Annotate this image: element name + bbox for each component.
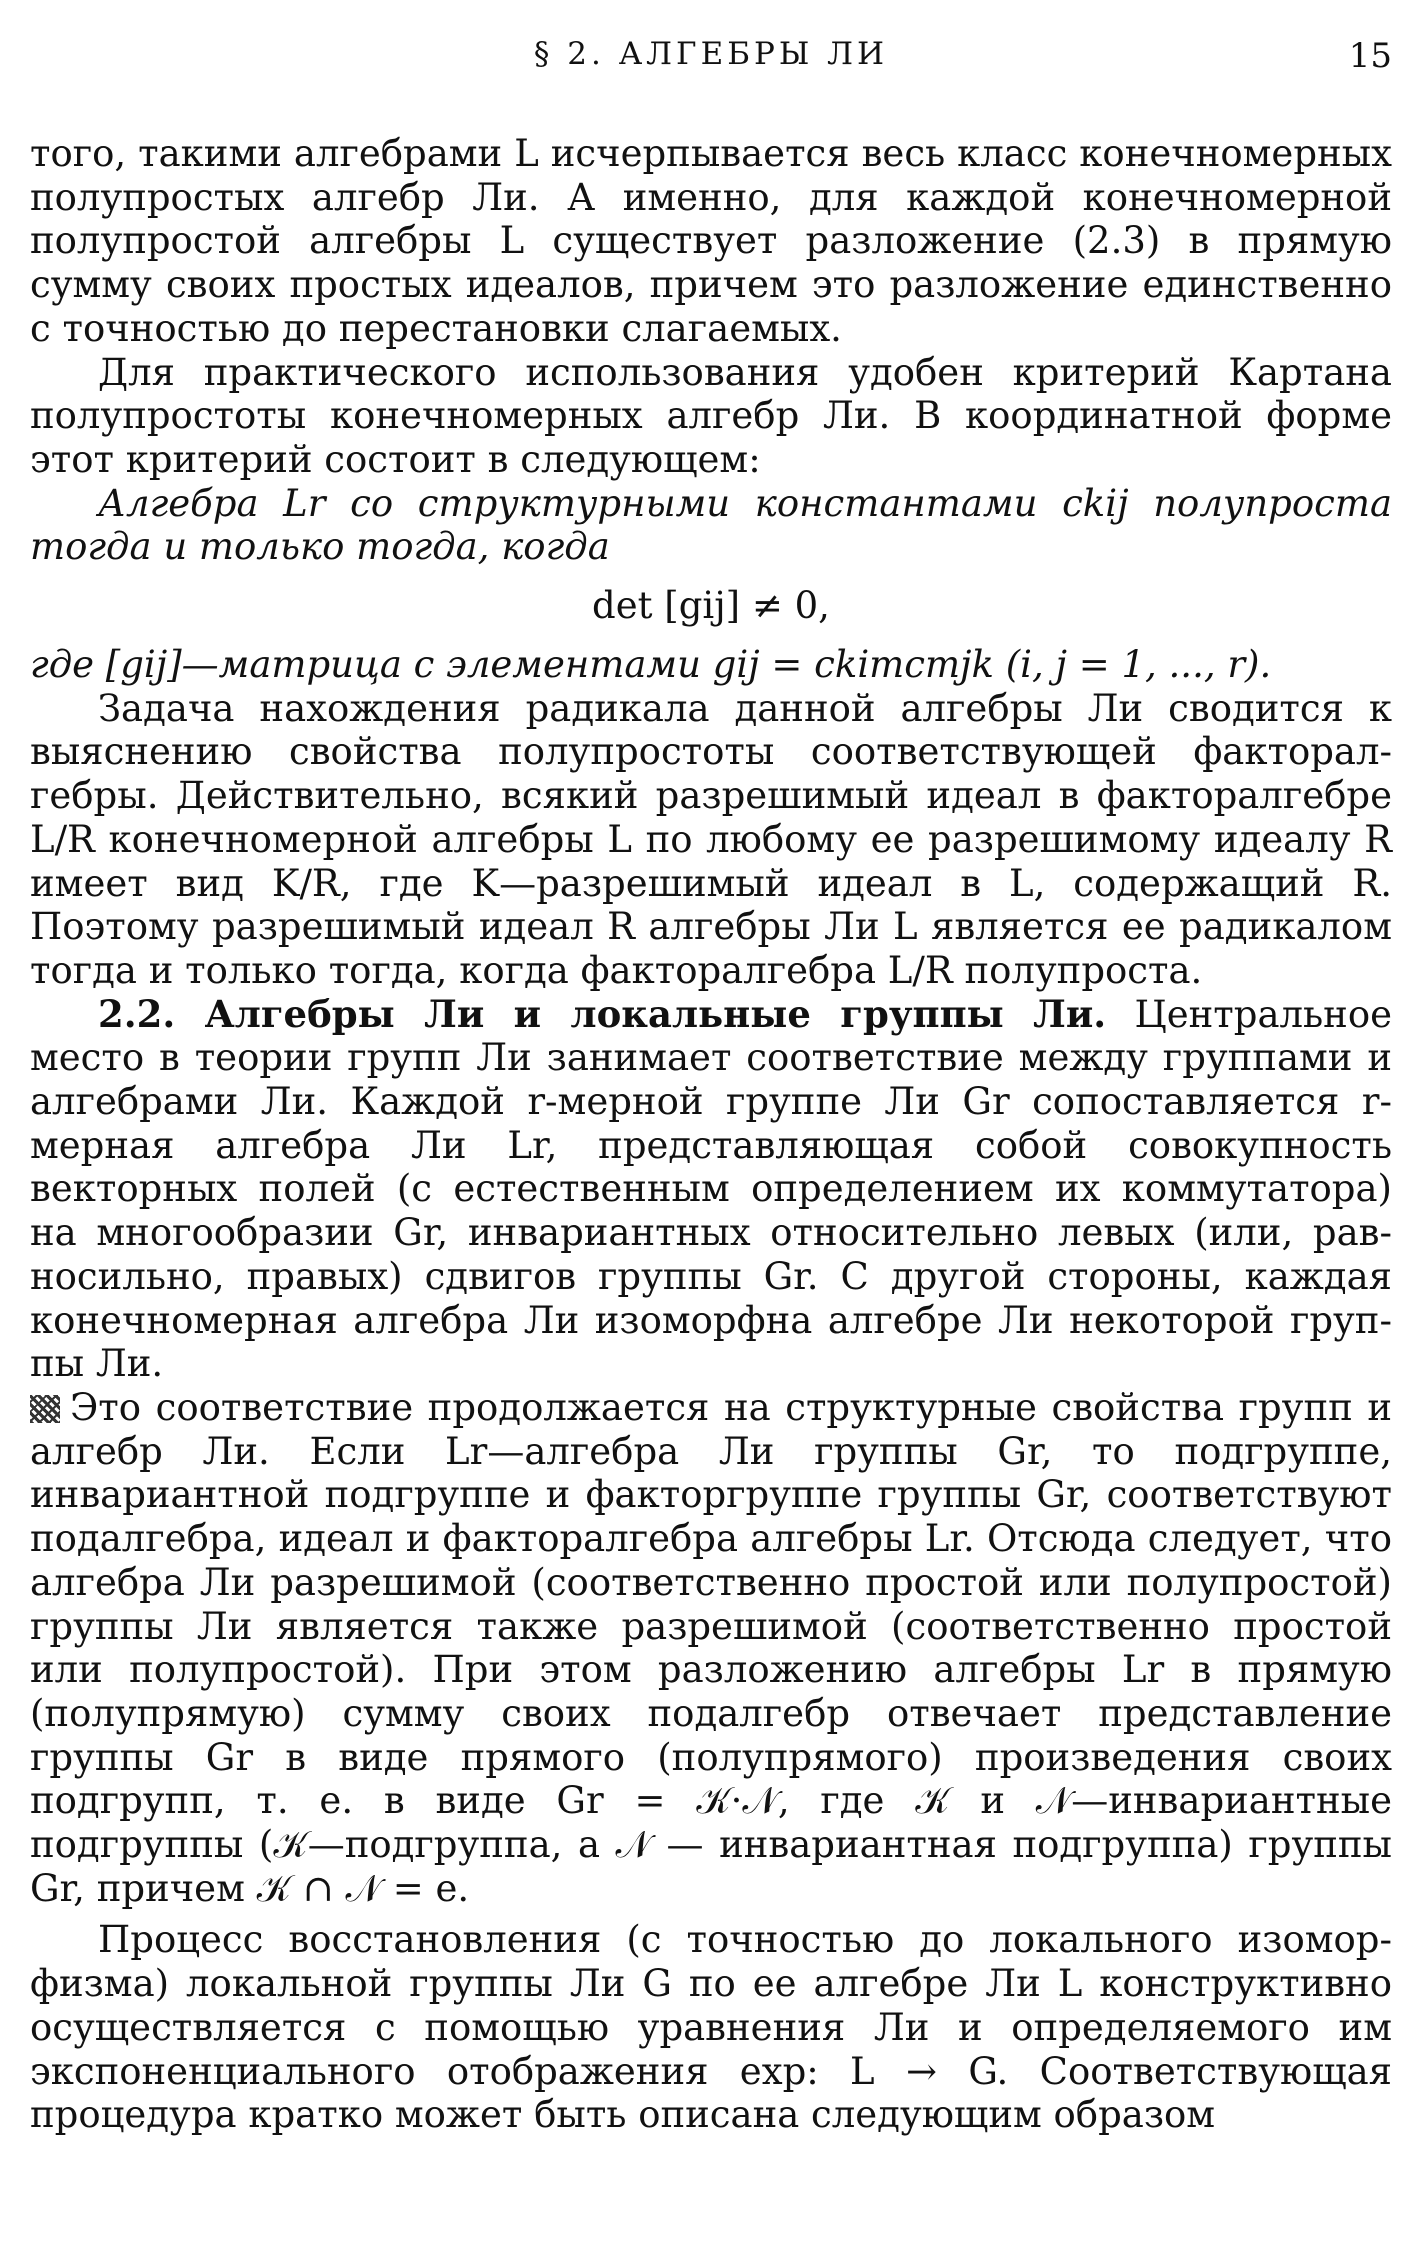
- theorem-statement: Алгебра Lr со структурными константами ckij полупроста тогда и только тогда, когда: [30, 481, 1392, 569]
- paragraph-1: того, такими алгебрами L исчерпывается весь класс конечномерных полупростых алгебр Ли. А именно, для каждой конечномерной полупростой алгебры L существует разложение (2.3) в прямую сумму своих простых идеалов, причем это разложение единственно с точностью до перестановки слагаемых.: [30, 132, 1392, 350]
- scan-mark-icon: [30, 1395, 60, 1423]
- spacer: [30, 1910, 1392, 1918]
- page-number: 15: [1348, 36, 1392, 76]
- paragraph-3: Задача нахождения радикала данной алгебры Ли сводится к выяснению свойства полупростоты соответствующей факторалгебры. Действительно, всякий разрешимый идеал в факторалгебре L/R конечномерной алгебры L по любому ее разрешимому идеалу R имеет вид K/R, где K—разрешимый идеал в L, содержащий R. Поэтому разрешимый идеал R алгебры Ли L является ее радикалом тогда и только тогда, когда факторалгебра L/R полупроста.: [30, 686, 1392, 992]
- section-heading: 2.2. Алгебры Ли и локальные группы Ли.: [98, 991, 1107, 1036]
- paragraph-4-text: Центральное место в теории групп Ли занимает соответствие между группами и алгебрами Ли. Каждой r-мерной группе Ли Gr сопоставляется r-мерная алгебра Ли Lr, представляющая собой совокупность векторных полей (с естественным определением их коммутатора) на многообразии Gr, инвариантных относительно левых (или, равносильно, правых) сдвигов группы Gr. С другой стороны, каждая конечномерная алгебра Ли изоморфна алгебре Ли некоторой группы Ли.: [30, 992, 1392, 1386]
- paragraph-5: [30, 1386, 1392, 1910]
- paragraph-4: [30, 993, 1392, 1386]
- determinant-formula: det [gij] ≠ 0,: [592, 584, 830, 628]
- page-header: [30, 36, 1392, 94]
- paragraph-6: Процесс восстановления (с точностью до локального изоморфизма) локальной группы Ли G по ее алгебре Ли L конструктивно осуществляется с помощью уравнения Ли и определяемого им экспоненциального отображения exp: L → G. Соответствующая процедура кратко может быть описана следующим образом: [30, 1918, 1392, 2137]
- running-title: § 2. АЛГЕБРЫ ЛИ: [533, 36, 889, 72]
- paragraph-5-text: Это соответствие продолжается на структурные свойства групп и алгебр Ли. Если Lr—алгебра Ли группы Gr, то подгруппе, инвариантной подгруппе и факторгруппе группы Gr, соответствуют подалгебра, идеал и факторалгебра алгебры Lr. Отсюда следует, что алгебра Ли разрешимой (соответственно простой или полупростой) группы Ли является также разрешимой (соответственно простой или полупростой). При этом разложению алгебры Lr в прямую (полупрямую) сумму своих подалгебр отвечает представление группы Gr в виде прямого (полупрямого) произведения своих подгрупп, т. е. в виде Gr = 𝒦·𝒩, где 𝒦 и 𝒩—инвариантные подгруппы (𝒦—подгруппа, а 𝒩 — инвариантная подгруппа) группы Gr, причем 𝒦 ∩ 𝒩 = e.: [30, 1385, 1392, 1910]
- formula-explanation: где [gij]—матрица с элементами gij = ckimcmjk (i, j = 1, ..., r).: [30, 643, 1272, 687]
- paragraph-2: Для практического использования удобен критерий Картана полупростоты конечномерных алгебр Ли. В координатной форме этот критерий состоит в следующем:: [30, 350, 1392, 481]
